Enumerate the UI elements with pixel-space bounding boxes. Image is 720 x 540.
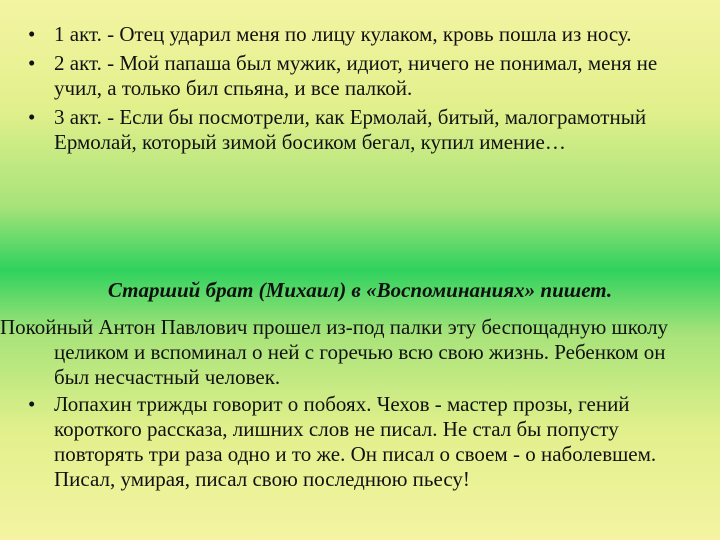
section-heading: Старший брат (Михаил) в «Воспоминаниях» пишет. xyxy=(107,278,613,302)
bullet-icon: • xyxy=(28,51,36,75)
memoir-paragraph: Покойный Антон Павлович прошел из-под палки эту беспощадную школу целиком и вспоминал о ней с горечью всю свою жизнь. Ребенком он был несчастный человек. xyxy=(0,315,669,389)
list-item xyxy=(28,22,698,47)
quote-list xyxy=(28,22,698,159)
bullet-icon: • xyxy=(28,22,36,46)
bullet-icon: • xyxy=(28,392,36,416)
list-item-text: 2 акт. - Мой папаша был мужик, идиот, ничего не понимал, меня не учил, а только бил спьяна, и все палкой. xyxy=(54,51,658,100)
memoir-section xyxy=(0,315,700,496)
list-item xyxy=(28,392,700,492)
list-item-text: 1 акт. - Отец ударил меня по лицу кулаком, кровь пошла из носу. xyxy=(54,22,632,46)
list-item xyxy=(28,51,698,101)
list-item-text: Лопахин трижды говорит о побоях. Чехов - мастер прозы, гений короткого рассказа, лишних слов не писал. Не стал бы попусту повторять три раза одно и то же. Он писал о своем - о наболевшем. Писал, умирая, писал свою последнюю пьесу! xyxy=(54,392,657,491)
list-item-text: 3 акт. - Если бы посмотрели, как Ермолай, битый, малограмотный Ермолай, который зимой босиком бегал, купил имение… xyxy=(54,105,647,154)
bullet-icon: • xyxy=(28,105,36,129)
list-item xyxy=(28,105,698,155)
